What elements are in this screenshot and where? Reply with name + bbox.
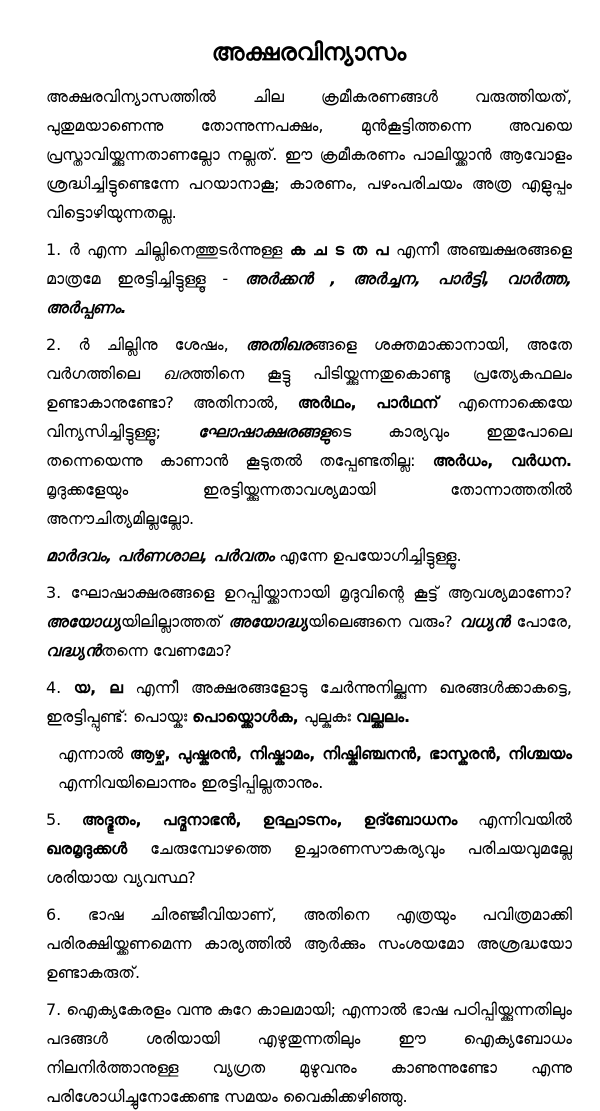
rule-5-text-2: എന്നിവയിൽ — [457, 810, 572, 829]
rule-4b-examples: ആഴ്ച, പുഷ്കരൻ, നിഷ്കാമം, നിഷ്കിഞ്ചനൻ, ഭാസ്കരൻ, നിശ്ചയം — [129, 744, 572, 763]
rule-2-term-ghosha: ഘോഷാക്ഷരങ്ങളു — [198, 422, 331, 441]
rule-4-text-2: എന്നീ അക്ഷരങ്ങളോടു ചേർന്നുനില്ക്കുന്ന ഖരങ്ങൾക്കാകട്ടെ, ഇരട്ടിപ്പുണ്ട്: പൊയ്കഃ — [46, 678, 572, 726]
rule-1-text: 1. ർ എന്ന ചില്ലിനെത്തുടർന്നുള്ള — [46, 240, 290, 259]
rule-2-text-5: ടെ കാര്യവും ഇതുപോലെ തന്നെയെന്നു കാണാൻ കൂടുതൽ തപ്പേണ്ടതില്ല: — [46, 422, 572, 470]
rule-2-example-2: അർധം, വർധന. — [432, 451, 572, 470]
rule-1-paragraph — [46, 235, 572, 322]
rule-2b-text: എന്നേ ഉപയോഗിച്ചിട്ടുള്ളൂ. — [274, 546, 462, 565]
rule-4-text: 4. — [46, 678, 74, 697]
rule-3-example-2: അയോദ്ധ്യ — [228, 612, 308, 631]
rule-3-text-5: തന്നെ വേണമോ? — [100, 641, 232, 660]
rule-3-example-4: വദ്ധ്യൻ — [46, 641, 101, 660]
rule-2-example-1: അർഥം, പാർഥന് — [297, 393, 439, 412]
rule-5-examples: അദ്ഭുതം, പദ്മനാഭൻ, ഉദ്ഘാടനം, ഉദ്ബോധനം — [81, 810, 458, 829]
rule-5-term-kharamrudu: ഖരമൃദുക്കൾ — [46, 839, 128, 858]
rule-3-text-3: യിലെങ്ങനെ വരും? — [307, 612, 460, 631]
rule-3-example-1: അയോധ്യ — [46, 612, 121, 631]
rule-3-paragraph — [46, 578, 572, 665]
rule-1-examples: അർക്കൻ , അർച്ചന, പാർട്ടി, വാർത്ത, അർപ്പണം. — [46, 269, 572, 317]
rule-3-text-4: പോരേ, — [509, 612, 572, 631]
rule-2-paragraph — [46, 330, 572, 533]
rule-2-text: 2. ർ ചില്ലിനു ശേഷം, — [46, 335, 246, 354]
rule-4b-paragraph — [46, 739, 572, 797]
rule-5-paragraph — [46, 805, 572, 892]
rule-2-text-2: ങ്ങളെ ശക്തമാക്കാനായി, അതേ വർഗത്തിലെ — [46, 335, 572, 383]
rule-1-text-2: എന്നീ അഞ്ചക്ഷരങ്ങളെ മാത്രമേ ഇരട്ടിച്ചിട്ടുള്ളൂ - — [46, 240, 572, 288]
rule-3-text-2: യിലില്ലാത്തത് — [121, 612, 229, 631]
rule-3-text: 3. ഘോഷാക്ഷരങ്ങളെ ഉറപ്പിയ്ക്കാനായി മൃദുവിന്റെ കൂട്ട് ആവശ്യമാണോ? — [46, 583, 572, 602]
rule-6-paragraph: 6. ഭാഷ ചിരഞ്ജീവിയാണ്, അതിനെ എത്രയും പവിത്രമാക്കി പരിരക്ഷിയ്ക്കണമെന്ന കാര്യത്തിൽ ആർക്കും സംശയമോ അശ്രദ്ധയോ ഉണ്ടാകരുത്. — [46, 905, 572, 982]
rule-4-text-3: പുല്കുകഃ — [298, 707, 356, 726]
rule-4-example-1: പൊയ്ക്കൊൾക, — [192, 707, 299, 726]
rule-4-example-2: വല്ക്കലം. — [355, 707, 411, 726]
rule-1-letters: ക ച ട ത പ — [289, 240, 389, 259]
rule-2-text-6: മൃദുക്കളേയും ഇരട്ടിയ്ക്കുന്നതാവശ്യമായി തോന്നാത്തതിൽ അനൗചിത്യമില്ലല്ലോ. — [46, 480, 572, 528]
rule-7-paragraph: 7. ഐക്യകേരളം വന്നു കുറേ കാലമായി; എന്നാൽ ഭാഷ പഠിപ്പിയ്ക്കുന്നതിലും പദങ്ങൾ ശരിയായി എഴുതുന്നതിലും ഈ ഐക്യബോധം നിലനിർത്താനുള്ള വ്യഗ്രത മുഴുവനും കാണുന്നുണ്ടോ എന്നു പരിശോധിച്ചുനോക്കേണ്ട സമയം വൈകിക്കഴിഞ്ഞു. — [46, 1000, 572, 1106]
rule-2-term-khara: ഖര — [162, 364, 189, 383]
rule-4b-text-2: എന്നിവയിലൊന്നും ഇരട്ടിപ്പില്ലതാനും. — [58, 773, 324, 792]
rule-2-text-4: എന്നൊക്കെയേ വിന്യസിച്ചിട്ടുള്ളൂ; — [46, 393, 572, 441]
rule-2-term-athikhara: അതിഖര — [245, 335, 312, 354]
rule-4b-text: എന്നാൽ — [58, 744, 130, 763]
rule-4-paragraph — [46, 673, 572, 731]
intro-paragraph: അക്ഷരവിന്യാസത്തിൽ ചില ക്രമീകരണങ്ങൾ വരുത്തിയത്, പുതുമയാണെന്നു തോന്നുന്നപക്ഷം, മുൻകൂട്ടിത്തന്നെ അവയെ പ്രസ്താവിയ്ക്കുന്നതാണല്ലോ നല്ലത്. ഈ ക്രമീകരണം പാലിയ്ക്കാൻ ആവോളം ശ്രദ്ധിച്ചിട്ടുണ്ടെന്നേ പറയാനാകൂ; കാരണം, പഴംപരിചയം അത്ര എളുപ്പം വിട്ടൊഴിയുന്നതല്ല. — [46, 87, 572, 222]
rule-2-text-3: ത്തിനെ കൂട്ടു പിടിയ്ക്കുന്നതുകൊണ്ടു പ്രത്യേകഫലം ഉണ്ടാകാനുണ്ടോ? അതിനാൽ, — [46, 364, 572, 412]
rule-2b-paragraph — [46, 541, 572, 570]
rule-2b-examples: മാർദവം, പർണശാല, പർവതം — [46, 546, 275, 565]
rule-4-letters: യ, ല — [73, 678, 123, 697]
rule-5-text-3: ചേരുമ്പോഴത്തെ ഉച്ചാരണസൗകര്യവും പരിചയവുമല്ലേ ശരിയായ വ്യവസ്ഥ? — [46, 839, 572, 887]
rule-5-text: 5. — [46, 810, 82, 829]
page-title: അക്ഷരവിന്യാസം — [211, 38, 407, 66]
rule-3-example-3: വധ്യൻ — [459, 612, 510, 631]
